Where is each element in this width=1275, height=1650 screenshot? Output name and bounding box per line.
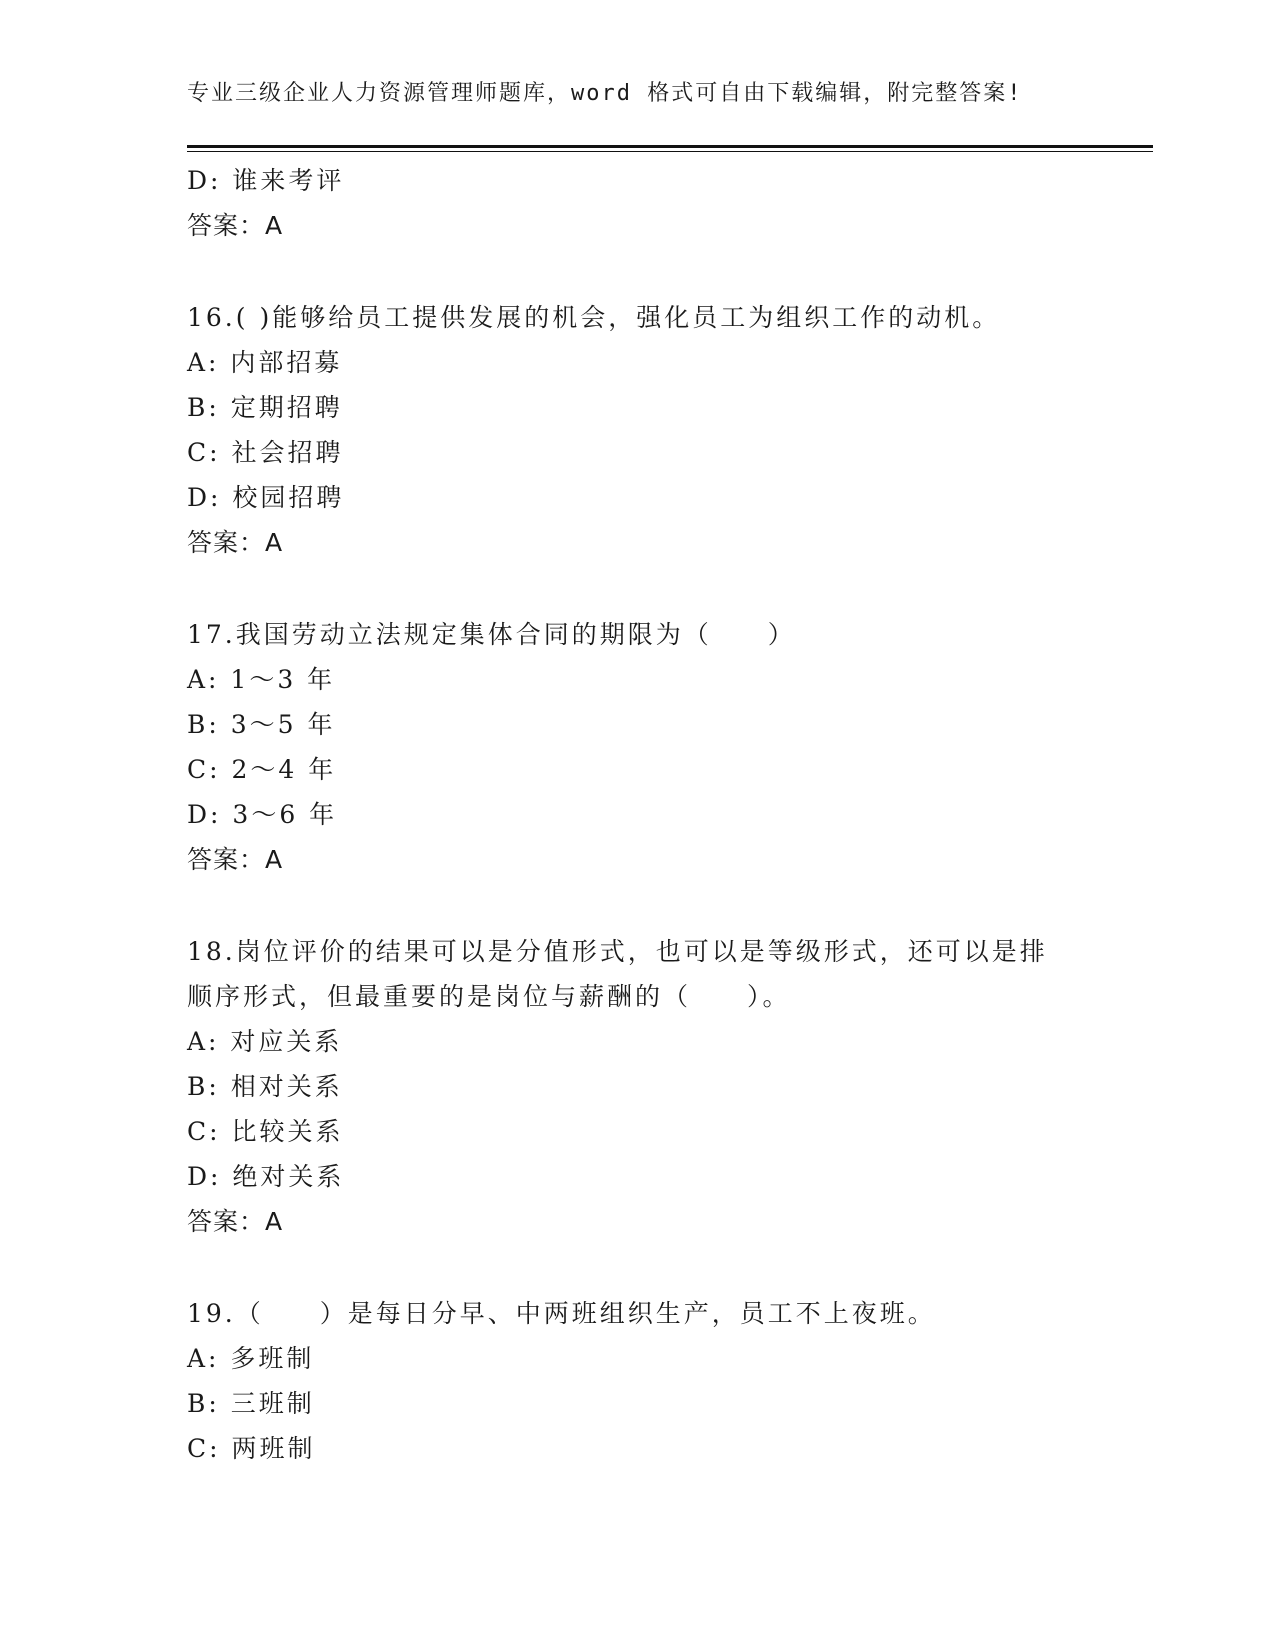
- option-c: C: 2～4 年: [187, 755, 337, 784]
- option-d: D: 绝对关系: [187, 1162, 345, 1191]
- question-list: [187, 158, 1107, 1471]
- option-a: A: 内部招募: [187, 348, 343, 377]
- prev-answer: 答案：A: [187, 211, 284, 240]
- question-19: [187, 1291, 1107, 1471]
- question-16: [187, 295, 1107, 565]
- option-b: B: 三班制: [187, 1389, 315, 1418]
- question-18: [187, 929, 1107, 1244]
- answer: 答案：A: [187, 528, 284, 557]
- option-a: A: 对应关系: [187, 1027, 343, 1056]
- answer: 答案：A: [187, 1207, 284, 1236]
- page-header: 专业三级企业人力资源管理师题库，word 格式可自由下载编辑，附完整答案!: [187, 81, 1023, 106]
- question-stem-line-1: 18.岗位评价的结果可以是分值形式，也可以是等级形式，还可以是排: [187, 937, 1048, 966]
- answer: 答案：A: [187, 845, 284, 874]
- question-stem: 17.我国劳动立法规定集体合同的期限为（ ）: [187, 620, 796, 649]
- question-17: [187, 612, 1107, 882]
- option-a: A: 多班制: [187, 1344, 315, 1373]
- option-d: D: 校园招聘: [187, 483, 345, 512]
- option-d: D: 3～6 年: [187, 800, 338, 829]
- question-stem: 19.（ ）是每日分早、中两班组织生产，员工不上夜班。: [187, 1299, 936, 1328]
- option-c: C: 比较关系: [187, 1117, 344, 1146]
- header-divider-thin: [187, 151, 1153, 152]
- prev-option-d: D: 谁来考评: [187, 166, 345, 195]
- header-divider-thick: [187, 145, 1153, 148]
- question-stem: 16.( )能够给员工提供发展的机会，强化员工为组织工作的动机。: [187, 303, 1001, 332]
- question-stem-line-2: 顺序形式，但最重要的是岗位与薪酬的（ ）。: [187, 982, 791, 1011]
- option-b: B: 相对关系: [187, 1072, 343, 1101]
- option-c: C: 社会招聘: [187, 438, 344, 467]
- option-a: A: 1～3 年: [187, 665, 336, 694]
- option-b: B: 定期招聘: [187, 393, 343, 422]
- option-b: B: 3～5 年: [187, 710, 336, 739]
- option-c: C: 两班制: [187, 1434, 316, 1463]
